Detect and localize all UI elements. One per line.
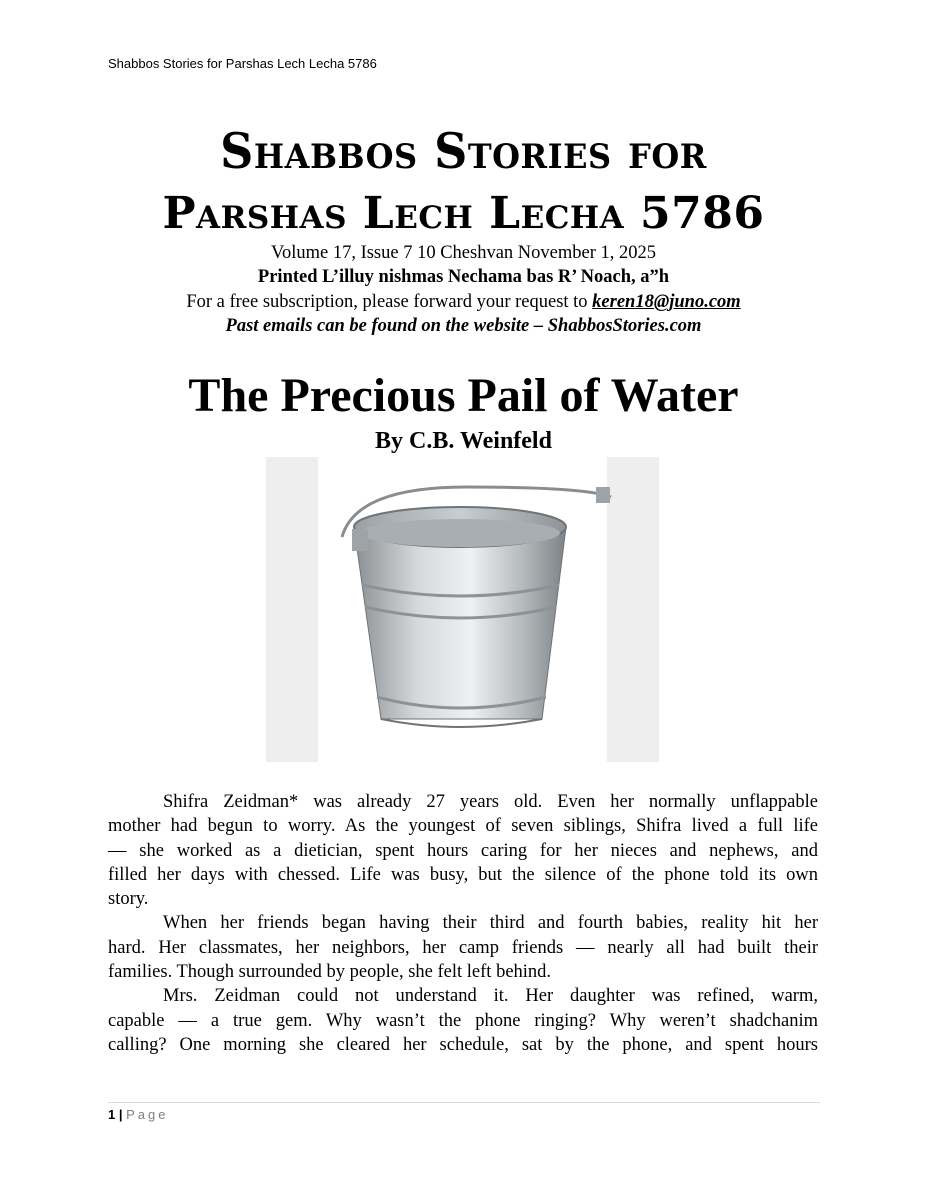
text-line: families. Though surrounded by people, she felt left behind. <box>108 962 552 983</box>
text-line: — she worked as a dietician, spent hours caring for her nieces and nephews, and <box>108 840 818 861</box>
text-line: calling? One morning she cleared her schedule, sat by the phone, and spent hours <box>108 1034 818 1055</box>
page-label: Page <box>126 1107 169 1122</box>
text-line: capable — a true gem. Why wasn’t the phone ringing? Why weren’t shadchanim <box>108 1010 818 1031</box>
masthead-line-2: Parshas Lech Lecha 5786 <box>162 188 765 239</box>
subscription-line <box>0 290 927 314</box>
paragraph-2 <box>108 911 818 984</box>
masthead-line-1: Shabbos Stories for <box>220 122 707 180</box>
text-line: hard. Her classmates, her neighbors, her camp friends — nearly all had built their <box>108 937 818 958</box>
article-byline: By C.B. Weinfeld <box>375 428 552 454</box>
text-line: story. <box>108 889 149 910</box>
article-title: The Precious Pail of Water <box>188 369 739 422</box>
article-body <box>108 790 818 1057</box>
dedication: Printed L’illuy nishmas Nechama bas R’ Noach, a”h <box>257 267 670 287</box>
subscription-text: For a free subscription, please forward your request to <box>186 292 593 312</box>
page-number: 1 <box>108 1107 116 1122</box>
footer-divider <box>108 1102 820 1103</box>
text-line: When her friends began having their third and fourth babies, reality hit her <box>163 913 818 934</box>
bucket-image <box>266 457 659 762</box>
page-separator: | <box>115 1107 127 1122</box>
subscription-email-link[interactable]: keren18@juno.com <box>592 292 741 312</box>
page-footer <box>108 1107 168 1122</box>
running-header: Shabbos Stories for Parshas Lech Lecha 5786 <box>108 56 377 71</box>
past-emails-note: Past emails can be found on the website – ShabbosStories.com <box>225 316 702 336</box>
paragraph-3 <box>108 984 818 1057</box>
text-line: Shifra Zeidman* was already 27 years old. Even her normally unflappable <box>163 792 818 812</box>
text-line: filled her days with chessed. Life was busy, but the silence of the phone told its own <box>108 864 818 885</box>
text-line: Mrs. Zeidman could not understand it. Her daughter was refined, warm, <box>163 986 818 1007</box>
paragraph-1 <box>108 790 818 911</box>
text-line: mother had begun to worry. As the youngest of seven siblings, Shifra lived a full life <box>108 816 818 837</box>
volume-line: Volume 17, Issue 7 10 Cheshvan November 1, 2025 <box>270 243 657 263</box>
